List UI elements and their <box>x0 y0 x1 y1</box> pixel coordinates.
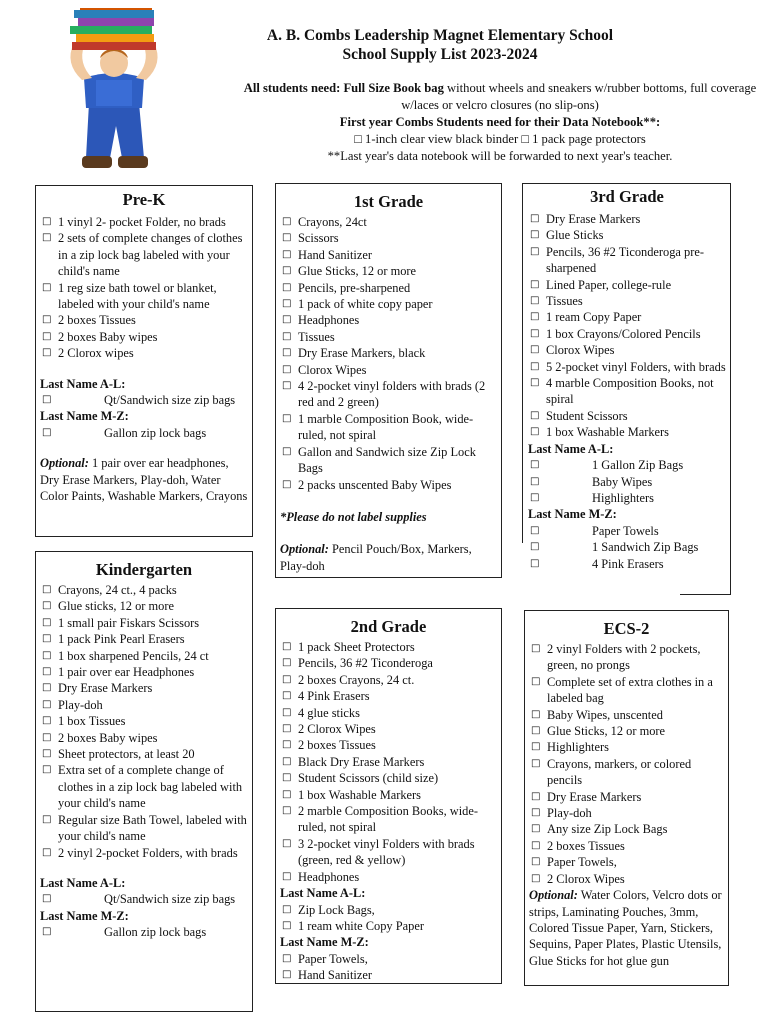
list-item: □ Black Dry Erase Markers <box>280 754 497 770</box>
list-item: □ Tissues <box>280 329 497 345</box>
list-item: □ Baby Wipes <box>528 474 726 490</box>
first-grade-title: 1st Grade <box>353 192 424 211</box>
list-item: □ Complete set of extra clothes in a labeled bag <box>529 674 724 707</box>
list-item: □ 2 boxes Crayons, 24 ct. <box>280 672 497 688</box>
list-item: □ 2 boxes Tissues <box>40 312 248 328</box>
list-item: □ Baby Wipes, unscented <box>529 707 724 723</box>
ecs2-optional: Optional: Water Colors, Velcro dots or strips, Laminating Pouches, 3mm, Colored Tissue Paper, Yarn, Stickers, Sequins, Paper Plates, Plastic Utensils, Glue Sticks for hot glue gun <box>529 888 722 968</box>
list-item: □ 2 vinyl Folders with 2 pockets, green, no prongs <box>529 641 724 674</box>
list-item: □ 4 Pink Erasers <box>280 688 497 704</box>
prek-mz-label: Last Name M-Z: <box>40 409 129 424</box>
list-item: □ Highlighters <box>529 739 724 755</box>
list-item: □ Crayons, 24 ct., 4 packs <box>40 582 248 598</box>
list-item: □ Qt/Sandwich size zip bags <box>40 891 248 907</box>
list-item: □ 2 marble Composition Books, wide-ruled, not spiral <box>280 803 497 836</box>
list-item: □ Glue Sticks, 12 or more <box>280 263 497 279</box>
ecs2-list <box>529 641 724 887</box>
list-item: □ Clorox Wipes <box>280 362 497 378</box>
list-item: □ Scissors <box>280 230 497 246</box>
list-item: □ 1 box Tissues <box>40 713 248 729</box>
list-item: □ Glue sticks, 12 or more <box>40 598 248 614</box>
third-grade-border-left <box>522 183 523 543</box>
second-grade-title: 2nd Grade <box>350 617 427 636</box>
kindergarten-mz-label: Last Name M-Z: <box>40 908 129 923</box>
list-item: □ Pencils, 36 #2 Ticonderoga <box>280 655 497 671</box>
list-subtitle: School Supply List 2023-2024 <box>342 46 538 63</box>
list-item: □ Dry Erase Markers <box>529 789 724 805</box>
list-item: □ Glue Sticks <box>528 227 726 243</box>
list-item: □ Crayons, 24ct <box>280 214 497 230</box>
third-grade-mz-label: Last Name M-Z: <box>528 507 617 522</box>
list-item: □ Crayons, markers, or colored pencils <box>529 756 724 789</box>
list-item: □ 4 glue sticks <box>280 705 497 721</box>
list-item: □ Lined Paper, college-rule <box>528 277 726 293</box>
list-item: □ 1 reg size bath towel or blanket, labeled with your child's name <box>40 280 248 313</box>
list-item: □ Zip Lock Bags, <box>280 902 497 918</box>
list-item: □ 2 Clorox Wipes <box>280 721 497 737</box>
list-item: □ Dry Erase Markers, black <box>280 345 497 361</box>
list-item: □ Highlighters <box>528 490 726 506</box>
list-item: □ 1 marble Composition Book, wide-ruled, not spiral <box>280 411 497 444</box>
list-item: □ Gallon zip lock bags <box>40 924 248 940</box>
list-item: □ Pencils, 36 #2 Ticonderoga pre-sharpened <box>528 244 726 277</box>
list-item: □ Tissues <box>528 293 726 309</box>
third-grade-border-bottom <box>680 594 731 595</box>
list-item: □ Extra set of a complete change of clothes in a zip lock bag labeled with your child's name <box>40 762 248 811</box>
list-item: □ 4 marble Composition Books, not spiral <box>528 375 726 408</box>
list-item: □ 1 box sharpened Pencils, 24 ct <box>40 648 248 664</box>
list-item: □ 1 pack Pink Pearl Erasers <box>40 631 248 647</box>
list-item: □ 3 2-pocket vinyl Folders with brads (green, red & yellow) <box>280 836 497 869</box>
list-item: □ 1 Sandwich Zip Bags <box>528 539 726 555</box>
list-item: □ 2 boxes Tissues <box>280 737 497 753</box>
first-grade-list <box>280 214 497 493</box>
intro-line-4: **Last year's data notebook will be forwarded to next year's teacher. <box>327 149 673 163</box>
list-item: □ 1 pair over ear Headphones <box>40 664 248 680</box>
child-with-books-clipart <box>44 8 184 180</box>
list-item: □ Gallon zip lock bags <box>40 425 248 441</box>
list-item: □ Dry Erase Markers <box>528 211 726 227</box>
list-item: □ 2 Clorox wipes <box>40 345 248 361</box>
list-item: □ 2 Clorox Wipes <box>529 871 724 887</box>
first-grade-note: *Please do not label supplies <box>280 509 427 524</box>
second-grade-al-label: Last Name A-L: <box>280 886 366 901</box>
third-grade-border-top <box>522 183 731 184</box>
third-grade-border-right <box>730 183 731 595</box>
intro-line-1: All students need: Full Size Book bag without wheels and sneakers w/rubber bottoms, full coverage w/laces or velcro closures (no slip-ons) <box>243 81 757 112</box>
ecs2-title: ECS-2 <box>603 619 650 638</box>
kindergarten-al-label: Last Name A-L: <box>40 875 126 890</box>
prek-al-label: Last Name A-L: <box>40 376 126 391</box>
list-item: □ Play-doh <box>40 697 248 713</box>
intro-line-3: □ 1-inch clear view black binder □ 1 pack page protectors <box>354 132 646 146</box>
list-item: □ 1 box Washable Markers <box>280 787 497 803</box>
list-item: □ 1 box Washable Markers <box>528 424 726 440</box>
list-item: □ 1 pack Sheet Protectors <box>280 639 497 655</box>
prek-optional: Optional: 1 pair over ear headphones, Dry Erase Markers, Play-doh, Water Color Paints, Washable Markers, Crayons <box>40 456 248 504</box>
list-item: □ Glue Sticks, 12 or more <box>529 723 724 739</box>
list-item: □ Play-doh <box>529 805 724 821</box>
list-item: □ Paper Towels, <box>529 854 724 870</box>
school-name: A. B. Combs Leadership Magnet Elementary School <box>266 27 614 44</box>
list-item: □ 4 2-pocket vinyl folders with brads (2 red and 2 green) <box>280 378 497 411</box>
kindergarten-title: Kindergarten <box>95 560 193 579</box>
prek-title: Pre-K <box>122 190 166 209</box>
list-item: □ 1 vinyl 2- pocket Folder, no brads <box>40 214 248 230</box>
second-grade-mz-label: Last Name M-Z: <box>280 935 369 950</box>
list-item: □ 2 boxes Tissues <box>529 838 724 854</box>
list-item: □ Headphones <box>280 312 497 328</box>
list-item: □ Pencils, pre-sharpened <box>280 280 497 296</box>
list-item: □ Regular size Bath Towel, labeled with your child's name <box>40 812 248 845</box>
list-item: □ Sheet protectors, at least 20 <box>40 746 248 762</box>
list-item: □ 2 sets of complete changes of clothes in a zip lock bag labeled with your child's name <box>40 230 248 279</box>
list-item: □ Hand Sanitizer <box>280 967 497 983</box>
third-grade-al-label: Last Name A-L: <box>528 441 614 456</box>
kindergarten-list <box>40 582 248 861</box>
kindergarten-section <box>35 551 253 1012</box>
list-item: □ 1 small pair Fiskars Scissors <box>40 615 248 631</box>
list-item: □ Hand Sanitizer <box>280 247 497 263</box>
list-item: □ 1 ream Copy Paper <box>528 309 726 325</box>
list-item: □ 1 ream white Copy Paper <box>280 918 497 934</box>
list-item: □ Paper Towels <box>528 523 726 539</box>
list-item: □ 1 box Crayons/Colored Pencils <box>528 326 726 342</box>
intro-block <box>240 80 760 165</box>
first-grade-section <box>275 183 502 578</box>
list-item: □ Clorox Wipes <box>528 342 726 358</box>
list-item: □ Qt/Sandwich size zip bags <box>40 392 248 408</box>
third-grade-list <box>528 211 726 441</box>
list-item: □ 2 boxes Baby wipes <box>40 730 248 746</box>
prek-list <box>40 214 248 362</box>
list-item: □ Gallon and Sandwich size Zip Lock Bags <box>280 444 497 477</box>
prek-section <box>35 185 253 537</box>
first-grade-optional: Optional: Pencil Pouch/Box, Markers, Play-doh <box>280 542 472 573</box>
list-item: □ Headphones <box>280 869 497 885</box>
list-item: □ 2 packs unscented Baby Wipes <box>280 477 497 493</box>
list-item: □ 1 Gallon Zip Bags <box>528 457 726 473</box>
list-item: □ Student Scissors <box>528 408 726 424</box>
ecs2-section <box>524 610 729 986</box>
list-item: □ Any size Zip Lock Bags <box>529 821 724 837</box>
list-item: □ Dry Erase Markers <box>40 680 248 696</box>
list-item: □ 5 2-pocket vinyl Folders, with brads <box>528 359 726 375</box>
list-item: □ Paper Towels, <box>280 951 497 967</box>
list-item: □ 4 Pink Erasers <box>528 556 726 572</box>
third-grade-title: 3rd Grade <box>590 187 664 206</box>
list-item: □ 2 boxes Baby wipes <box>40 329 248 345</box>
list-item: □ Student Scissors (child size) <box>280 770 497 786</box>
page-title <box>230 26 650 64</box>
second-grade-section <box>275 608 502 984</box>
third-grade-section <box>524 183 730 593</box>
second-grade-list <box>280 639 497 885</box>
list-item: □ 1 pack of white copy paper <box>280 296 497 312</box>
intro-line-2: First year Combs Students need for their Data Notebook**: <box>339 115 661 129</box>
list-item: □ 2 vinyl 2-pocket Folders, with brads <box>40 845 248 861</box>
